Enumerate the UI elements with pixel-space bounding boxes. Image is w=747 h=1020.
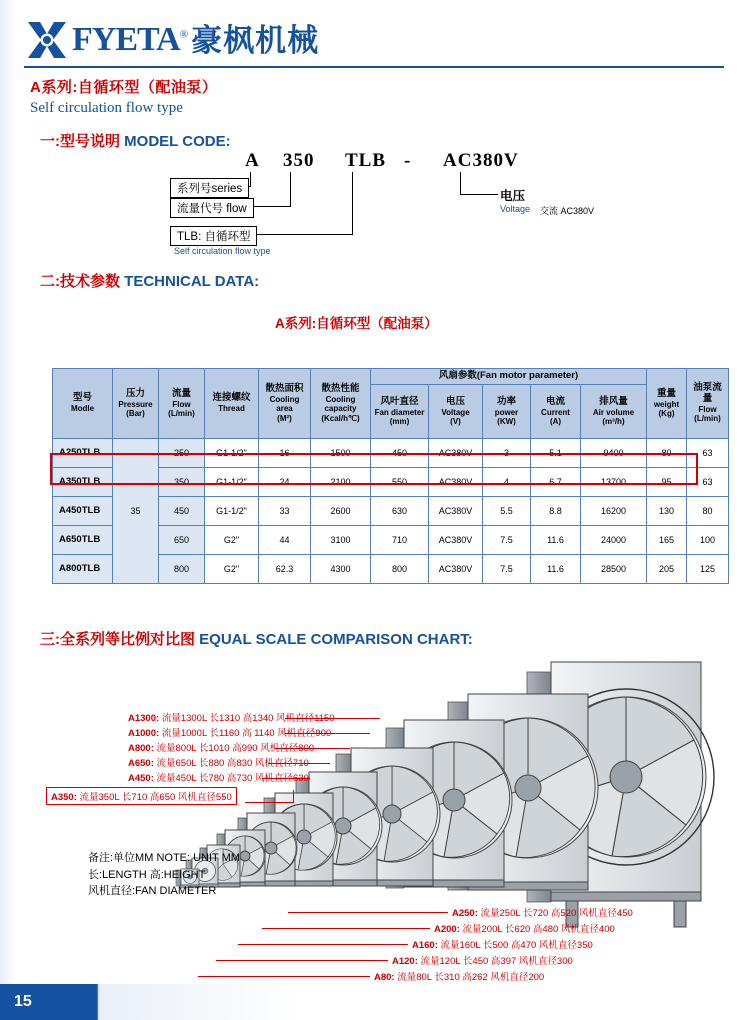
- callout-a160: [412, 937, 593, 951]
- callout-a200: [434, 921, 615, 935]
- callout-line-a350-v: [293, 790, 294, 803]
- callout-a80: [374, 969, 544, 983]
- cell-air-volume: 28500: [581, 555, 647, 584]
- cell-pump-flow: 125: [687, 555, 729, 584]
- cell-pressure: 35: [113, 439, 159, 584]
- cell-power: 3: [483, 439, 531, 468]
- cell-current: 5.1: [531, 439, 581, 468]
- footer-strip: [0, 984, 747, 1020]
- callout-a800: [128, 740, 314, 754]
- label-voltage-value: 交流 AC380V: [540, 206, 595, 216]
- cell-voltage: AC380V: [429, 439, 483, 468]
- model-code-series: A: [245, 150, 260, 171]
- callout-a80-text: 流量80L 长310 高262 风机直径200: [397, 972, 545, 983]
- th-model: 型号 Modle: [53, 369, 113, 439]
- cell-thread: G1-1/2": [205, 468, 259, 497]
- model-code-dash: -: [404, 150, 412, 171]
- cell-fan-diameter: 710: [371, 526, 429, 555]
- cell-power: 7.5: [483, 555, 531, 584]
- unit-note-block: [88, 850, 240, 900]
- callout-a1300: [128, 710, 335, 724]
- table-body: [53, 439, 729, 584]
- cell-power: 4: [483, 468, 531, 497]
- cell-current: 11.6: [531, 555, 581, 584]
- cell-flow: 800: [159, 555, 205, 584]
- callout-a650-model: A650:: [128, 758, 154, 769]
- brand-latin-label: FYETA: [72, 21, 180, 58]
- callout-a1300-model: A1300:: [128, 713, 160, 724]
- cell-voltage: AC380V: [429, 497, 483, 526]
- callout-line-a160: [238, 944, 408, 945]
- fyeta-mark-icon: [24, 18, 70, 62]
- callout-a250-model: A250:: [452, 908, 478, 919]
- leader-voltage-h: [460, 194, 498, 195]
- callout-line-a200: [262, 928, 430, 929]
- cell-power: 7.5: [483, 526, 531, 555]
- callout-a160-model: A160:: [412, 940, 438, 951]
- callout-a1000: [128, 725, 331, 739]
- label-voltage-en: Voltage: [500, 204, 531, 214]
- callout-a450-model: A450:: [128, 773, 154, 784]
- callout-a350-text: 流量350L 长710 高650 风机直径550: [79, 792, 232, 803]
- table-caption: A系列:自循环型（配油泵）: [275, 316, 438, 331]
- technical-data-table: [52, 368, 729, 584]
- leader-tlb-v: [352, 172, 353, 234]
- cell-thread: G2": [205, 555, 259, 584]
- model-code-voltage: AC380V: [443, 150, 519, 171]
- callout-a200-text: 流量200L 长620 高480 风机直径400: [462, 924, 615, 935]
- th-fan-group: 风扇参数(Fan motor parameter): [371, 369, 647, 385]
- callout-a1300-text: 流量1300L 长1310 高1340 风机直径1150: [161, 713, 335, 724]
- section-1-heading-cn: 一:型号说明: [40, 133, 120, 150]
- section-1-heading: [40, 130, 231, 151]
- callout-line-a80: [198, 976, 370, 977]
- callout-a650-text: 流量650L 长880 高830 风机直径710: [156, 758, 309, 769]
- cell-voltage: AC380V: [429, 555, 483, 584]
- comparison-chart-illustration: [0, 650, 747, 1000]
- section-1-heading-en: MODEL CODE:: [124, 133, 231, 150]
- model-code-flow: 350: [283, 150, 315, 171]
- th-air-volume: 排风量 Air volume (m³/h): [581, 385, 647, 439]
- th-thread: 连接螺纹 Thread: [205, 369, 259, 439]
- callout-line-a120: [216, 960, 388, 961]
- label-tlb-en: Self circulation flow type: [174, 246, 271, 256]
- callout-a160-text: 流量160L 长500 高470 风机直径350: [440, 940, 593, 951]
- cell-flow: 250: [159, 439, 205, 468]
- th-weight: 重量 weight (Kg): [647, 369, 687, 439]
- callout-a250: [452, 905, 633, 919]
- callout-a800-text: 流量800L 长1010 高990 风机直径800: [156, 743, 315, 754]
- th-pressure: 压力 Pressure (Bar): [113, 369, 159, 439]
- th-fan-power: 功率 power (KW): [483, 385, 531, 439]
- brand-registered-mark: ®: [179, 28, 188, 41]
- label-tlb: TLB: 自循环型: [170, 226, 257, 246]
- cell-fan-diameter: 630: [371, 497, 429, 526]
- section-2-heading-en: TECHNICAL DATA:: [124, 273, 260, 290]
- callout-a800-model: A800:: [128, 743, 154, 754]
- cell-model: A250TLB: [53, 439, 113, 468]
- unit-note-line-1: 备注:单位MM NOTE: UNIT MM: [88, 852, 240, 864]
- table-head: [53, 369, 729, 439]
- cell-voltage: AC380V: [429, 526, 483, 555]
- section-2-heading: [40, 270, 259, 291]
- cell-thread: G2": [205, 526, 259, 555]
- cell-flow: 650: [159, 526, 205, 555]
- callout-a120-text: 流量120L 长450 高397 风机直径300: [420, 956, 573, 967]
- label-series: 系列号series: [170, 178, 249, 198]
- cell-weight: 205: [647, 555, 687, 584]
- callout-a450-text: 流量450L 长780 高730 风机直径630: [156, 773, 309, 784]
- unit-note-line-3: 风机直径:FAN DIAMETER: [88, 885, 217, 897]
- callout-a450: [128, 770, 309, 784]
- cell-model: A800TLB: [53, 555, 113, 584]
- series-title-en: Self circulation flow type: [30, 100, 183, 116]
- leader-flow-v: [290, 172, 291, 206]
- cell-capacity: 1500: [311, 439, 371, 468]
- callout-line-a250: [288, 912, 448, 913]
- leader-series-v: [250, 172, 251, 186]
- cell-area: 24: [259, 468, 311, 497]
- cell-thread: G1-1/2": [205, 439, 259, 468]
- cell-current: 11.6: [531, 526, 581, 555]
- th-cooling-area: 散热面积 Cooling area (M²): [259, 369, 311, 439]
- callout-a650: [128, 755, 309, 769]
- table-group-header-row: [53, 369, 729, 385]
- callout-a1000-text: 流量1000L 长1160 高 1140 风机直径900: [161, 728, 332, 739]
- callout-a120-model: A120:: [392, 956, 418, 967]
- header-divider: [24, 66, 724, 68]
- cell-capacity: 3100: [311, 526, 371, 555]
- cell-power: 5.5: [483, 497, 531, 526]
- callout-a80-model: A80:: [374, 972, 395, 983]
- series-title-cn: A系列:自循环型（配油泵）: [30, 79, 218, 96]
- cell-capacity: 4300: [311, 555, 371, 584]
- cell-pump-flow: 63: [687, 439, 729, 468]
- cell-model: A450TLB: [53, 497, 113, 526]
- label-flow: 流量代号 flow: [170, 198, 254, 218]
- cell-weight: 130: [647, 497, 687, 526]
- section-3-heading-cn: 三:全系列等比例对比图: [40, 631, 195, 648]
- callout-a1000-model: A1000:: [128, 728, 160, 739]
- cell-voltage: AC380V: [429, 468, 483, 497]
- cell-thread: G1-1/2": [205, 497, 259, 526]
- th-cooling-capacity: 散热性能 Cooling capacity (Kcal/h℃): [311, 369, 371, 439]
- callout-a250-text: 流量250L 长720 高520 风机直径450: [480, 908, 633, 919]
- cell-capacity: 2100: [311, 468, 371, 497]
- cell-pump-flow: 80: [687, 497, 729, 526]
- callout-line-a350: [245, 802, 293, 803]
- cell-current: 6.7: [531, 468, 581, 497]
- cell-weight: 165: [647, 526, 687, 555]
- cell-model: A650TLB: [53, 526, 113, 555]
- cell-flow: 350: [159, 468, 205, 497]
- callout-a120: [392, 953, 573, 967]
- cell-pump-flow: 100: [687, 526, 729, 555]
- cell-area: 16: [259, 439, 311, 468]
- table-row: [53, 439, 729, 468]
- th-pump-flow: 油泵流量 Flow (L/min): [687, 369, 729, 439]
- th-flow: 流量 Flow (L/min): [159, 369, 205, 439]
- brand-logo: [24, 18, 319, 62]
- cell-capacity: 2600: [311, 497, 371, 526]
- cell-fan-diameter: 550: [371, 468, 429, 497]
- th-fan-current: 电流 Current (A): [531, 385, 581, 439]
- cell-weight: 95: [647, 468, 687, 497]
- section-3-heading-en: EQUAL SCALE COMPARISON CHART:: [199, 631, 473, 648]
- cell-air-volume: 9400: [581, 439, 647, 468]
- model-code-type: TLB: [345, 150, 387, 171]
- page-number: 15: [14, 993, 32, 1010]
- cell-flow: 450: [159, 497, 205, 526]
- brand-chinese-label: 豪枫机械: [191, 22, 320, 58]
- cell-current: 8.8: [531, 497, 581, 526]
- cell-model: A350TLB: [53, 468, 113, 497]
- cell-fan-diameter: 450: [371, 439, 429, 468]
- cell-air-volume: 13700: [581, 468, 647, 497]
- th-fan-voltage: 电压 Voltage (V): [429, 385, 483, 439]
- label-voltage-cn: 电压: [500, 189, 526, 203]
- cell-air-volume: 24000: [581, 526, 647, 555]
- section-3-heading: [40, 628, 473, 649]
- section-2-heading-cn: 二:技术参数: [40, 273, 120, 290]
- brand-latin-text: [72, 23, 187, 57]
- callout-a350: [46, 787, 237, 805]
- cell-area: 44: [259, 526, 311, 555]
- th-fan-diameter: 风叶直径 Fan diameter (mm): [371, 385, 429, 439]
- cell-pump-flow: 63: [687, 468, 729, 497]
- callout-a350-model: A350:: [51, 792, 77, 803]
- callout-a200-model: A200:: [434, 924, 460, 935]
- cell-area: 62.3: [259, 555, 311, 584]
- cell-air-volume: 16200: [581, 497, 647, 526]
- unit-note-line-2: 长:LENGTH 高:HEIGHT: [88, 868, 206, 881]
- cell-weight: 80: [647, 439, 687, 468]
- cell-area: 33: [259, 497, 311, 526]
- cell-fan-diameter: 800: [371, 555, 429, 584]
- leader-voltage-v: [460, 172, 461, 194]
